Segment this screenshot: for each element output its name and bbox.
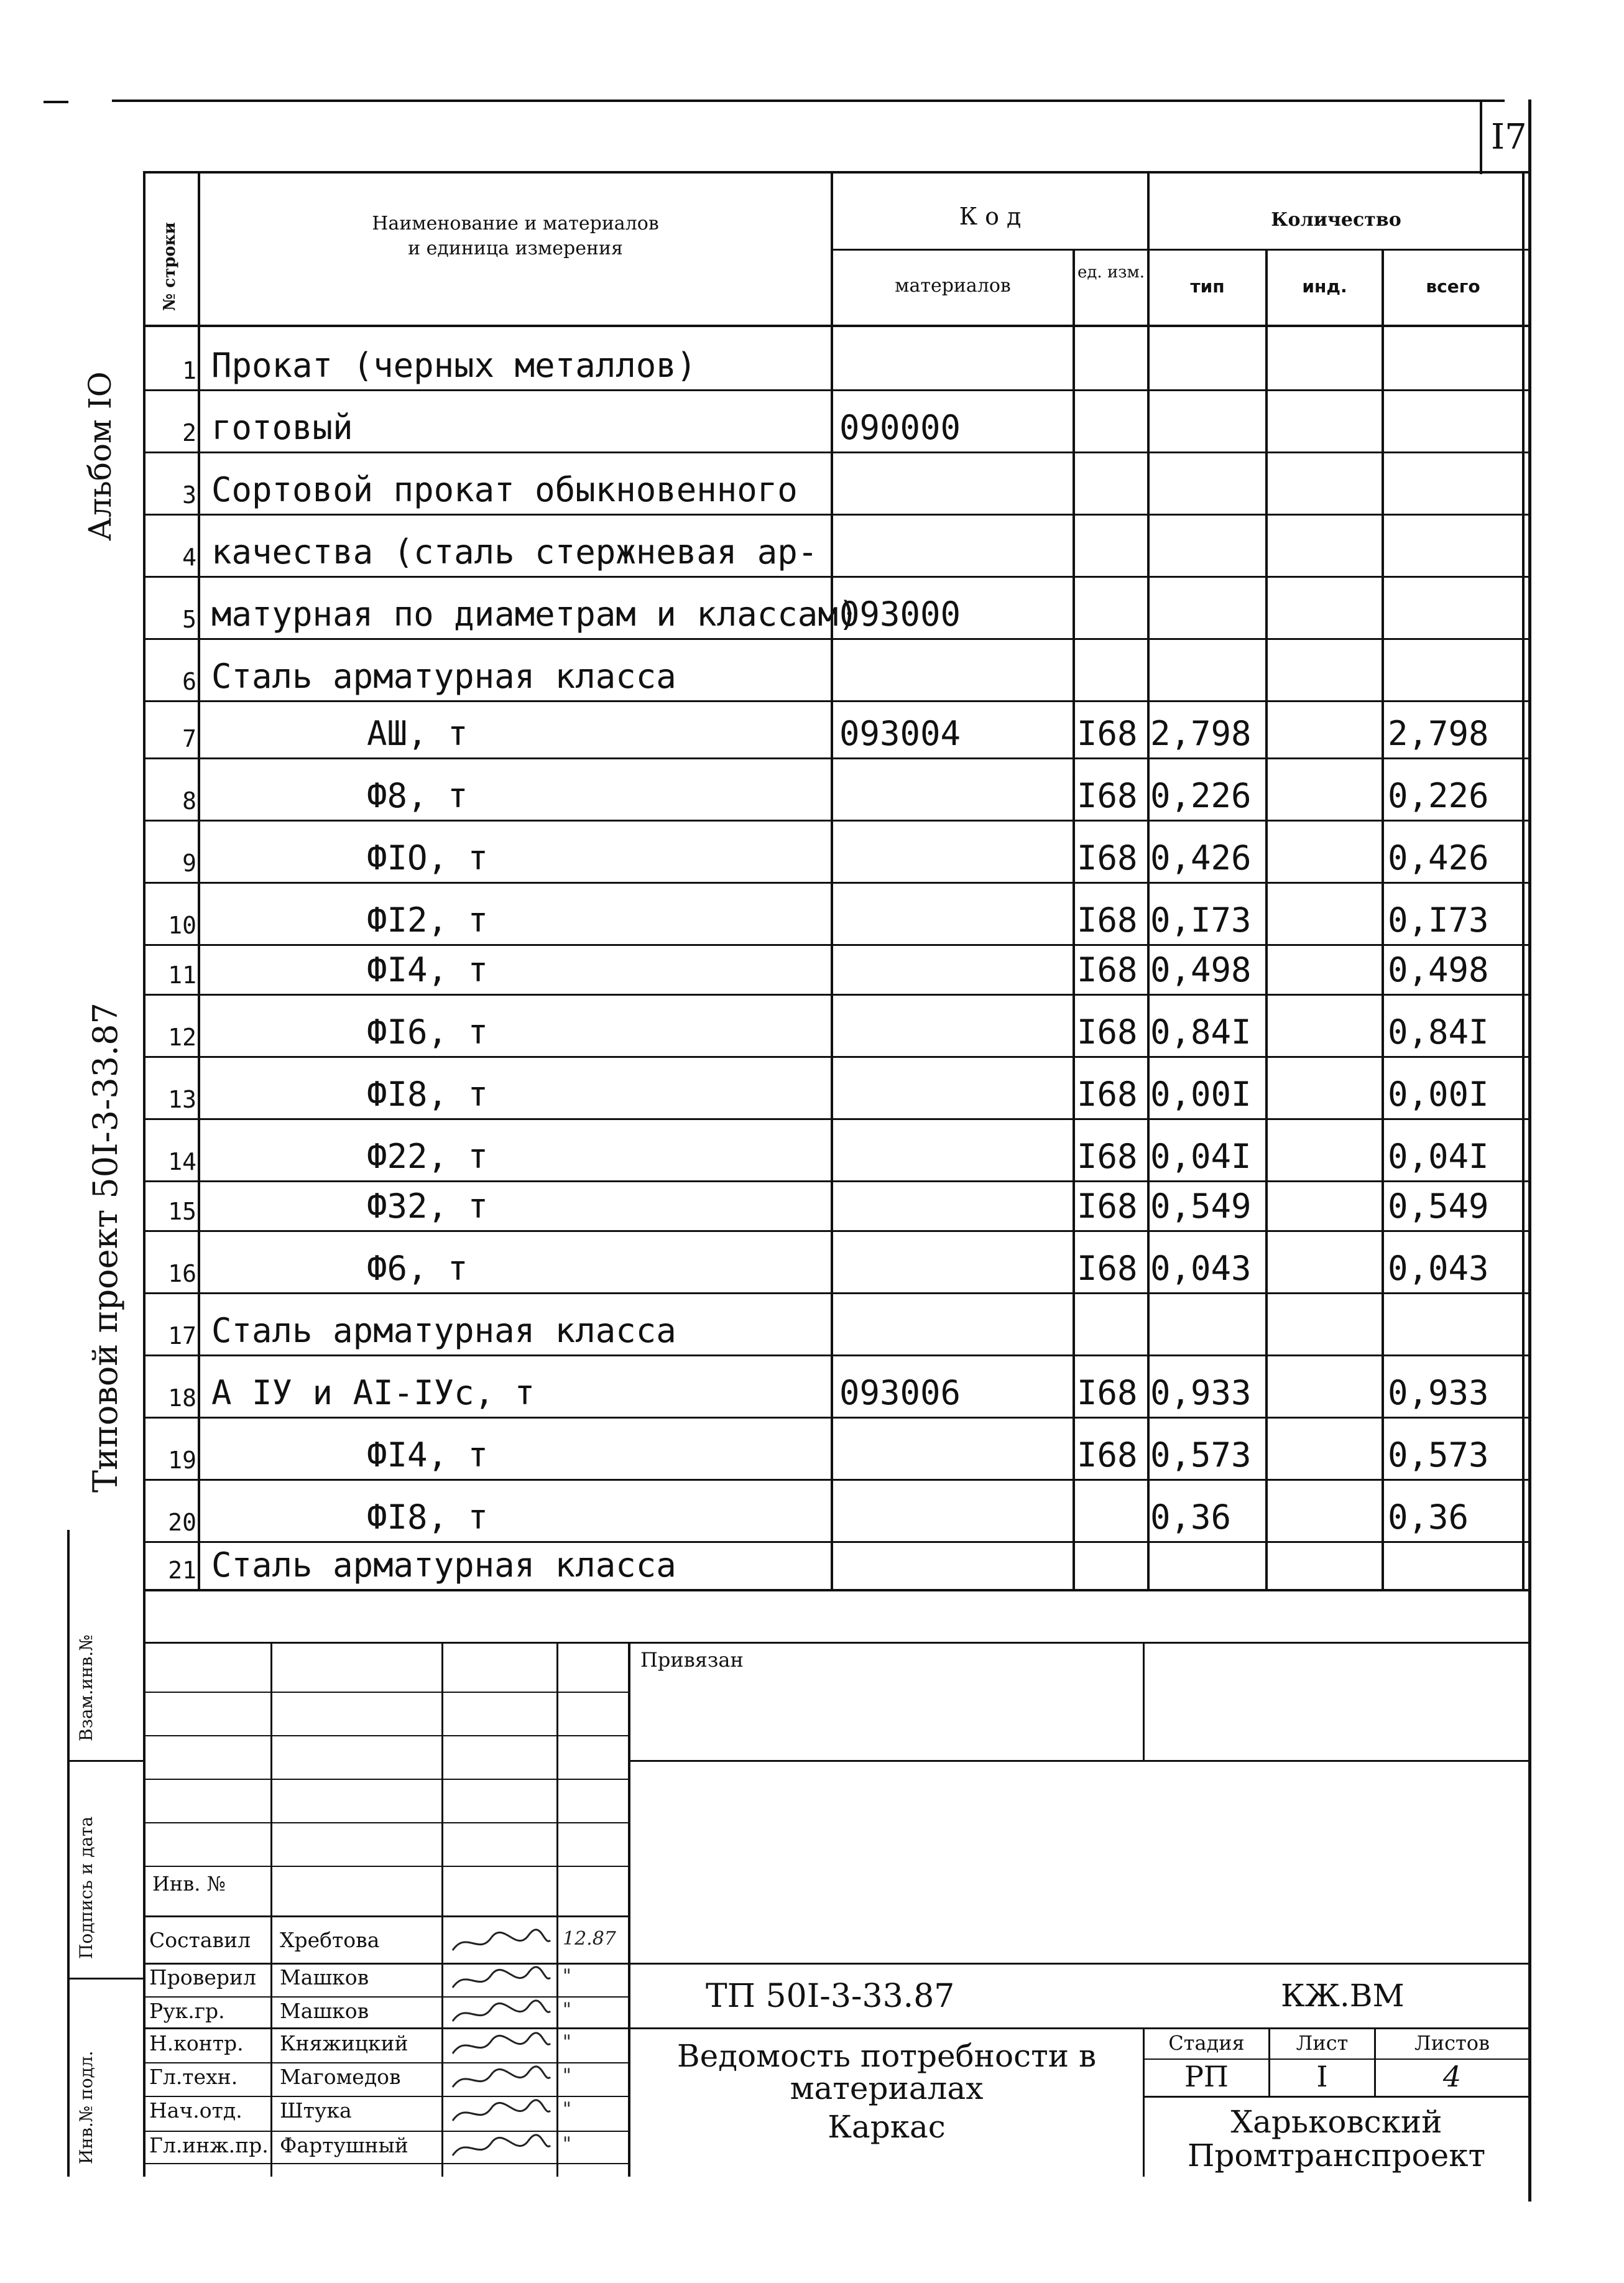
org-line2: Промтранспроект [1187,2137,1486,2174]
table-row [0,820,1624,882]
row-qty-total: 0,84I [1388,1012,1489,1052]
row-name: Ф6, т [367,1249,468,1288]
row-number: 19 [168,1447,196,1474]
row-qty-tip: 0,573 [1150,1435,1252,1475]
row-number: 14 [168,1148,196,1175]
row-code: 090000 [839,408,961,447]
row-number: 20 [168,1509,196,1536]
row-number: 3 [182,481,196,509]
row-unit: I68 [1077,1137,1138,1176]
table-row [0,389,1624,452]
row-number: 5 [182,606,196,633]
row-name: ФI4, т [367,1435,489,1475]
row-number: 13 [168,1086,196,1113]
table-row [0,882,1624,944]
inv-podl-label: Инв.№ подл. [76,2050,96,2164]
row-qty-total: 0,04I [1388,1137,1489,1176]
table-row [0,1479,1624,1541]
row-qty-tip: 0,426 [1150,838,1252,878]
table-row [0,1056,1624,1118]
row-number: 7 [182,725,196,753]
doc-code: ТП 50I-3-33.87 [706,1978,955,2015]
row-qty-tip: 0,I73 [1150,901,1252,940]
role-date: " [563,2065,571,2086]
row-number: 10 [168,912,196,939]
sheet-label: Лист [1296,2031,1349,2055]
role-name: Хребтова [280,1928,380,1952]
row-unit: I68 [1077,901,1138,940]
row-number: 4 [182,544,196,571]
row-qty-total: 0,573 [1388,1435,1489,1475]
row-code: 093000 [839,595,961,634]
role-date: " [563,2031,571,2053]
row-number: 6 [182,668,196,695]
table-row [0,327,1624,389]
table-row [0,700,1624,757]
row-unit: I68 [1077,1249,1138,1288]
role-label: Рук.гр. [149,1999,225,2023]
header-name-line2: и единица измерения [408,238,623,259]
row-name: ФI4, т [367,950,489,989]
table-row [0,638,1624,700]
row-qty-total: 2,798 [1388,714,1489,753]
table-row [0,1417,1624,1479]
row-unit: I68 [1077,838,1138,878]
row-unit: I68 [1077,714,1138,753]
row-qty-tip: 0,933 [1150,1373,1252,1412]
role-date: 12.87 [563,1928,616,1950]
row-qty-total: 0,426 [1388,838,1489,878]
doc-mark: КЖ.ВМ [1281,1978,1405,2014]
signature-scribble [448,2031,553,2063]
sheets-label: Листов [1414,2031,1490,2055]
row-unit: I68 [1077,950,1138,989]
header-name-line1: Наименование и материалов [372,213,659,234]
stage-label: Стадия [1168,2031,1245,2055]
sheet-number: I7 [1491,117,1527,157]
row-qty-tip: 0,549 [1150,1187,1252,1226]
row-code: 093006 [839,1373,961,1412]
role-date: " [563,2098,571,2120]
table-row [0,1541,1624,1589]
row-number: 1 [182,357,196,384]
table-row [0,944,1624,994]
row-name: Сталь арматурная класса [211,1545,676,1585]
table-row [0,576,1624,638]
album-label: Альбом IO [82,371,118,541]
row-number: 17 [168,1322,196,1350]
row-name: Сталь арматурная класса [211,1311,676,1350]
row-name: ФI2, т [367,901,489,940]
row-unit: I68 [1077,1075,1138,1114]
row-name: ФI6, т [367,1012,489,1052]
sheets-value: 4 [1442,2060,1462,2093]
row-number: 2 [182,419,196,447]
table-row [0,757,1624,820]
row-number: 16 [168,1260,196,1287]
role-date: " [563,1965,571,1987]
role-label: Составил [149,1928,251,1952]
header-code: К о д [959,203,1022,230]
role-label: Нач.отд. [149,2098,242,2123]
stage-value: РП [1184,2060,1229,2093]
table-row [0,1292,1624,1355]
role-label: Проверил [149,1965,256,1989]
table-row [0,452,1624,514]
project-label: Типовой проект 50I-3-33.87 [86,1003,125,1493]
row-name: Сталь арматурная класса [211,657,676,696]
role-name: Машков [280,1965,369,1989]
role-date: " [563,2133,571,2155]
row-name: Ф32, т [367,1187,489,1226]
table-row [0,1118,1624,1180]
row-name: Прокат (черных металлов) [211,346,697,385]
row-qty-tip: 0,226 [1150,776,1252,815]
role-date: " [563,1999,571,2021]
signature-scribble [448,2065,553,2097]
row-name: матурная по диаметрам и классам) [211,595,859,634]
row-name: АШ, т [367,714,468,753]
row-number: 15 [168,1198,196,1225]
row-number: 18 [168,1384,196,1412]
role-name: Штука [280,2098,352,2123]
header-unit: ед. изм. [1077,263,1145,282]
row-name: готовый [211,408,353,447]
row-number: 12 [168,1024,196,1051]
row-number: 21 [168,1557,196,1584]
row-unit: I68 [1077,1435,1138,1475]
row-number: 8 [182,787,196,815]
header-materials: материалов [895,275,1011,297]
row-qty-tip: 0,043 [1150,1249,1252,1288]
row-qty-total: 0,I73 [1388,901,1489,940]
inv-no-label: Инв. № [152,1872,226,1896]
row-qty-total: 0,933 [1388,1373,1489,1412]
role-label: Н.контр. [149,2031,244,2055]
org-line1: Харьковский [1230,2104,1442,2140]
row-qty-tip: 0,00I [1150,1075,1252,1114]
table-row [0,1180,1624,1230]
signature-scribble [448,1999,553,2031]
row-number: 11 [168,961,196,989]
table-row [0,994,1624,1056]
row-name: Сортовой прокат обыкновенного [211,470,798,509]
header-tip: тип [1190,276,1225,297]
row-name: Ф8, т [367,776,468,815]
role-name: Магомедов [280,2065,401,2089]
row-name: ФIO, т [367,838,489,878]
table-row [0,1355,1624,1417]
row-unit: I68 [1077,1373,1138,1412]
doc-title-line1: Ведомость потребности в [676,2038,1097,2074]
sheet-value: I [1316,2060,1328,2093]
row-name: А IУ и АI-IУс, т [211,1373,535,1412]
row-number: 9 [182,850,196,877]
role-label: Гл.инж.пр. [149,2133,269,2157]
header-row-no: № строки [160,222,179,311]
row-code: 093004 [839,714,961,753]
row-qty-total: 0,00I [1388,1075,1489,1114]
row-qty-tip: 0,498 [1150,950,1252,989]
row-name: ФI8, т [367,1498,489,1537]
row-qty-tip: 2,798 [1150,714,1252,753]
row-unit: I68 [1077,1187,1138,1226]
header-quantity: Количество [1271,209,1401,231]
row-qty-total: 0,549 [1388,1187,1489,1226]
role-name: Машков [280,1999,369,2023]
header-total: всего [1426,276,1480,297]
row-name: ФI8, т [367,1075,489,1114]
row-qty-tip: 0,84I [1150,1012,1252,1052]
signature-scribble [448,1965,553,1998]
role-name: Фартушный [280,2133,408,2157]
row-qty-tip: 0,04I [1150,1137,1252,1176]
row-unit: I68 [1077,776,1138,815]
row-qty-total: 0,043 [1388,1249,1489,1288]
role-name: Княжицкий [280,2031,408,2055]
table-row [0,514,1624,576]
role-label: Гл.техн. [149,2065,238,2089]
header-ind: инд. [1302,276,1347,297]
row-unit: I68 [1077,1012,1138,1052]
row-qty-total: 0,498 [1388,950,1489,989]
privyazan-label: Привязан [640,1648,744,1672]
row-qty-total: 0,36 [1388,1498,1469,1537]
row-name: качества (сталь стержневая ар- [211,532,818,572]
signature-scribble [448,2098,553,2131]
row-qty-total: 0,226 [1388,776,1489,815]
signature-scribble [448,2133,553,2165]
row-name: Ф22, т [367,1137,489,1176]
row-qty-tip: 0,36 [1150,1498,1232,1537]
signature-scribble [448,1928,553,1960]
table-row [0,1230,1624,1292]
podpis-label: Подпись и дата [76,1816,96,1959]
vzam-inv-label: Взам.инв.№ [76,1634,96,1741]
doc-title-line2: материалах [790,2070,984,2106]
doc-title-line3: Каркас [828,2109,946,2145]
